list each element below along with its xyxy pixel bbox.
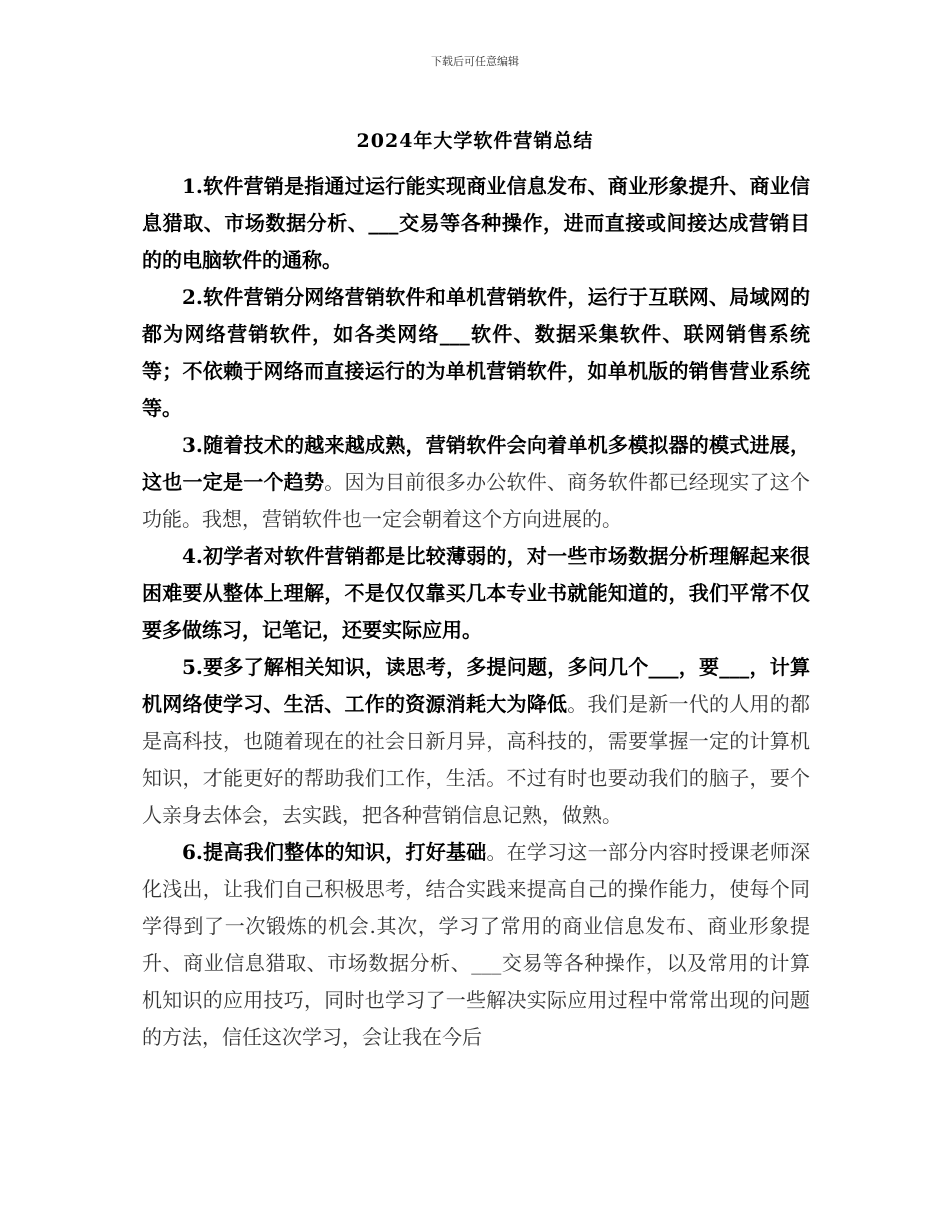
paragraph-5 (142, 649, 810, 834)
paragraph-5-regular-text: 。我们是新一代的人用的都是高科技，也随着现在的社会日新月异，高科技的，需要掌握一定的计算机知识，才能更好的帮助我们工作，生活。不过有时也要动我们的脑子，要个人亲身去体会，去实践，把各种营销信息记熟，做熟。 (142, 692, 810, 827)
paragraph-2 (142, 279, 810, 427)
document-title: 2024年大学软件营销总结 (356, 130, 594, 152)
paragraph-6 (142, 834, 810, 1056)
paragraph-3-bold-text: 3.随着技术的越来越成熟，营销软件会向着单机多模拟器的模式进展，这也一定是一个趋势 (142, 433, 810, 494)
paragraph-6-bold-text: 6.提高我们整体的知识，打好基础 (182, 840, 487, 864)
page-header-note: 下载后可任意编辑 (431, 55, 519, 68)
paragraph-1-bold-text: 1.软件营销是指通过运行能实现商业信息发布、商业形象提升、商业信息猎取、市场数据分析、___交易等各种操作，进而直接或间接达成营销目的的电脑软件的通称。 (142, 174, 810, 272)
paragraph-4-bold-text: 4.初学者对软件营销都是比较薄弱的，对一些市场数据分析理解起来很困难要从整体上理解，不是仅仅靠买几本专业书就能知道的，我们平常不仅要多做练习，记笔记，还要实际应用。 (142, 544, 810, 642)
document-body (142, 168, 810, 1056)
paragraph-2-bold-text: 2.软件营销分网络营销软件和单机营销软件，运行于互联网、局域网的都为网络营销软件，如各类网络___软件、数据采集软件、联网销售系统等；不依赖于网络而直接运行的为单机营销软件，如单机版的销售营业系统等。 (142, 285, 810, 420)
paragraph-3 (142, 427, 810, 538)
paragraph-5-bold-text: 5.要多了解相关知识，读思考，多提问题，多问几个___，要___，计算机网络使学习、生活、工作的资源消耗大为降低 (142, 655, 810, 716)
paragraph-4 (142, 538, 810, 649)
paragraph-3-regular-text: 。因为目前很多办公软件、商务软件都已经现实了这个功能。我想，营销软件也一定会朝着这个方向进展的。 (142, 470, 810, 531)
paragraph-1 (142, 168, 810, 279)
paragraph-6-regular-text: 。在学习这一部分内容时授课老师深化浅出，让我们自己积极思考，结合实践来提高自己的操作能力，使每个同学得到了一次锻炼的机会.其次，学习了常用的商业信息发布、商业形象提升、商业信息猎取、市场数据分析、___交易等各种操作，以及常用的计算机知识的应用技巧，同时也学习了一些解决实际应用过程中常常出现的问题的方法，信任这次学习，会让我在今后 (142, 840, 810, 1049)
